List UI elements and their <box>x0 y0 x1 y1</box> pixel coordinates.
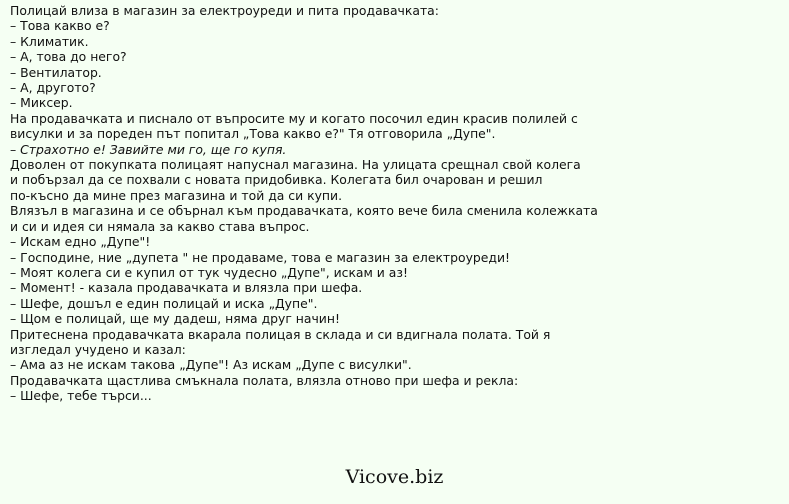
joke-line: Влязъл в магазина и се обърнал към продавачката, която вече била сменила колежката <box>10 203 598 219</box>
joke-line: висулки и за пореден път попитал „Това какво е?" Тя отговорила „Дупе". <box>10 126 496 142</box>
joke-line: – Страхотно е! Завийте ми го, ще го купя. <box>10 141 287 157</box>
joke-line: – Щом е полицай, ще му дадеш, няма друг начин! <box>10 311 340 327</box>
joke-line: изгледал учудено и казал: <box>10 341 186 357</box>
joke-line: – Шефе, дошъл е един полицай и иска „Дупе". <box>10 295 318 311</box>
joke-line: и побързал да се похвали с новата придобивка. Колегата бил очарован и решил <box>10 172 543 188</box>
joke-line: – Вентилатор. <box>10 64 102 80</box>
joke-line: Полицай влиза в магазин за електроуреди и пита продавачката: <box>10 3 439 18</box>
joke-line: по-късно да мине през магазина и той да си купи. <box>10 187 343 203</box>
joke-line: – Моят колега си е купил от тук чудесно „Дупе", искам и аз! <box>10 264 408 280</box>
joke-line: На продавачката и писнало от въпросите му и когато посочил един красив полилей с <box>10 110 578 126</box>
joke-line: – Климатик. <box>10 33 89 49</box>
joke-line: Доволен от покупката полицаят напуснал магазина. На улицата срещнал свой колега <box>10 157 581 173</box>
joke-text <box>10 3 785 404</box>
joke-line: – Искам едно „Дупе"! <box>10 234 151 250</box>
joke-line: Продавачката щастлива смъкнала полата, влязла отново при шефа и рекла: <box>10 372 519 388</box>
site-footer: Vicove.biz <box>345 466 444 488</box>
joke-line: – Момент! - казала продавачката и влязла при шефа. <box>10 280 363 296</box>
joke-line: – Това какво е? <box>10 18 110 34</box>
joke-line: – Ама аз не искам такова „Дупе"! Аз искам „Дупе с висулки". <box>10 357 412 373</box>
joke-line: – Миксер. <box>10 95 73 111</box>
joke-line: – Господине, ние „дупета " не продаваме, това е магазин за електроуреди! <box>10 249 511 265</box>
joke-line: – Шефе, тебе търси... <box>10 388 152 404</box>
joke-line: и си и идея си нямала за какво става въпрос. <box>10 218 310 234</box>
joke-line: – А, това до него? <box>10 49 127 65</box>
joke-line: – А, другото? <box>10 80 96 96</box>
joke-line: Притеснена продавачката вкарала полицая в склада и си вдигнала полата. Той я <box>10 326 551 342</box>
